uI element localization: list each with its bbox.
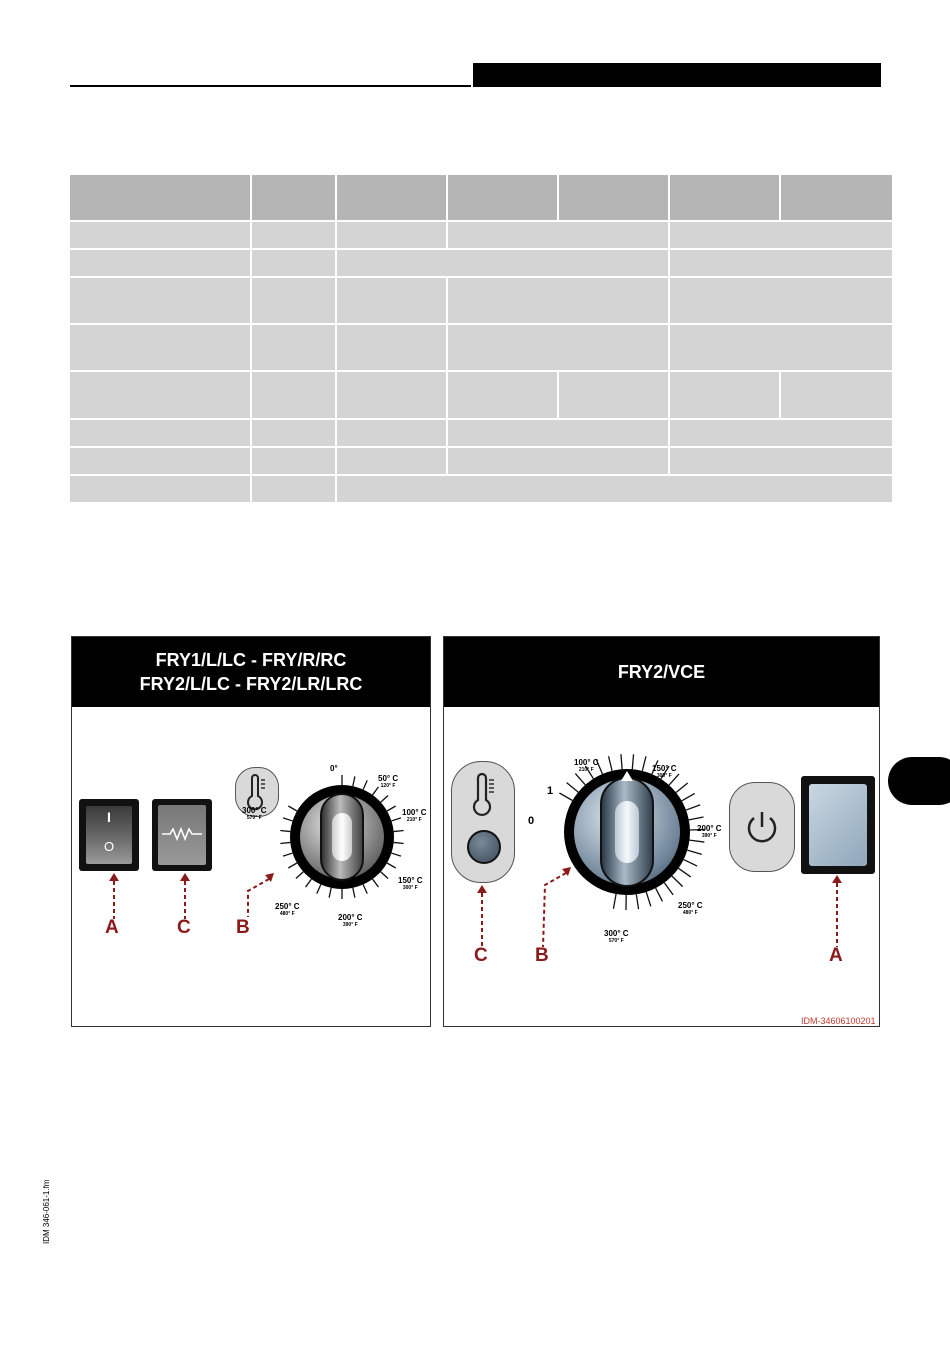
dial-tick <box>381 872 388 879</box>
dial-tick <box>559 793 572 801</box>
dial-tick <box>394 831 404 832</box>
table-cell <box>70 420 250 446</box>
table-cell <box>448 420 668 446</box>
dial-tick <box>642 756 646 771</box>
table-cell <box>337 222 446 248</box>
callout-label-c: C <box>474 945 488 966</box>
table-cell <box>670 372 779 418</box>
panel-title-line1: FRY1/L/LC - FRY/R/RC <box>155 650 347 670</box>
table-cell <box>670 250 892 276</box>
control-panel-right <box>443 636 880 1027</box>
dial-tick <box>686 805 700 810</box>
table-cell <box>337 372 446 418</box>
heating-indicator-lamp <box>467 830 501 864</box>
dial-tick <box>689 840 704 842</box>
panel-title-left <box>72 637 430 707</box>
dial-tick <box>621 754 622 769</box>
dial-tick <box>678 868 690 877</box>
power-button[interactable] <box>729 782 795 872</box>
dial-tick <box>280 842 290 843</box>
dial-tick <box>353 776 355 786</box>
power-switch[interactable] <box>79 799 139 871</box>
dial-tick <box>329 888 331 898</box>
panel-title-right <box>444 637 879 707</box>
table-cell <box>559 372 668 418</box>
dial-tick <box>687 850 701 854</box>
dial-label-150: 150° C 300° F <box>652 764 677 779</box>
dial-tick <box>391 853 401 856</box>
dial-tick <box>613 894 616 909</box>
table-cell <box>70 250 250 276</box>
dial-tick <box>632 754 633 769</box>
spec-table <box>70 175 880 500</box>
thermometer-lamp-housing <box>451 761 515 883</box>
dial-tick <box>288 863 297 868</box>
dial-tick <box>609 756 613 771</box>
dial-tick <box>296 872 303 879</box>
section-tab-marker <box>888 757 950 805</box>
table-cell <box>670 448 892 474</box>
table-header-cell <box>252 175 335 220</box>
table-header-cell <box>670 175 779 220</box>
table-cell <box>337 278 446 323</box>
dial-tick <box>682 793 695 800</box>
dial-label-0: 0° <box>330 764 338 773</box>
dial-tick <box>656 888 663 901</box>
control-panel-left <box>71 636 431 1027</box>
dial-tick <box>567 783 579 792</box>
table-cell <box>670 278 892 323</box>
table-cell <box>252 250 335 276</box>
table-cell <box>70 222 250 248</box>
header-title-bar <box>473 63 881 87</box>
table-cell <box>252 476 335 502</box>
thermometer-icon <box>472 774 496 818</box>
dial-label-300: 300° C 570° F <box>604 929 629 944</box>
image-code: IDM-34606100201 <box>801 1016 876 1026</box>
dial-tick <box>280 831 290 832</box>
callout-label-b: B <box>535 945 549 966</box>
table-cell <box>252 372 335 418</box>
dial-tick <box>676 783 688 792</box>
callout-arrow-b <box>240 871 276 917</box>
table-cell <box>70 372 250 418</box>
dial-tick <box>394 842 404 843</box>
table-cell <box>670 222 892 248</box>
dial-tick <box>373 879 379 887</box>
dial-tick <box>306 879 312 887</box>
callout-arrow-c <box>179 873 191 919</box>
resistor-icon <box>162 827 202 841</box>
thermostat-knob[interactable] <box>552 757 702 907</box>
table-cell <box>252 325 335 370</box>
table-header-cell <box>70 175 250 220</box>
dial-number-zero: 0 <box>528 815 535 827</box>
dial-label-300: 300° C 570° F <box>242 806 267 821</box>
dial-tick <box>391 818 401 821</box>
table-cell <box>337 250 668 276</box>
panel-title-line2: FRY2/L/LC - FRY2/LR/LRC <box>139 674 363 694</box>
dial-tick <box>288 806 297 811</box>
table-cell <box>448 448 668 474</box>
dial-label-50: 50° C 120° F <box>378 774 399 789</box>
table-cell <box>252 222 335 248</box>
dial-label-250: 250° C 480° F <box>678 901 703 916</box>
dial-label-100: 100° C 210° F <box>574 758 599 773</box>
table-header-cell <box>781 175 892 220</box>
dial-tick <box>664 883 673 895</box>
dial-tick <box>381 796 388 803</box>
dial-tick <box>363 885 367 894</box>
table-cell <box>337 325 446 370</box>
table-cell <box>781 372 892 418</box>
dial-tick <box>363 780 367 789</box>
table-header-cell <box>559 175 668 220</box>
table-cell <box>448 278 668 323</box>
dial-tick <box>646 892 651 906</box>
dial-label-100: 100° C 210° F <box>402 808 427 823</box>
callout-label-a: A <box>829 945 843 966</box>
header-rule <box>70 85 471 87</box>
switch-off-symbol: O <box>103 839 115 854</box>
table-cell <box>337 448 446 474</box>
dial-label-150: 150° C 300° F <box>398 876 423 891</box>
dial-tick <box>387 806 396 811</box>
table-header-cell <box>448 175 557 220</box>
table-header-cell <box>337 175 446 220</box>
table-cell <box>252 420 335 446</box>
dial-tick <box>575 774 585 785</box>
footer-file-ref: IDM 346-061-1.fm <box>42 1179 51 1244</box>
dial-tick <box>672 876 683 887</box>
dial-tick <box>283 853 293 856</box>
dial-label-200: 200° C 390° F <box>338 913 363 928</box>
panel-title: FRY2/VCE <box>617 662 706 682</box>
table-cell <box>448 222 668 248</box>
table-cell <box>337 420 446 446</box>
dial-label-200: 200° C 390° F <box>697 824 722 839</box>
dial-tick <box>636 894 638 909</box>
dial-number-one: 1 <box>547 785 554 797</box>
dial-label-250: 250° C 480° F <box>275 902 300 917</box>
table-cell <box>252 448 335 474</box>
callout-arrow-b <box>537 865 573 947</box>
heating-indicator-lamp <box>152 799 212 871</box>
callout-arrow-a <box>108 873 120 919</box>
dial-tick <box>684 860 697 867</box>
dial-tick <box>283 818 293 821</box>
table-cell <box>448 325 668 370</box>
table-cell <box>70 278 250 323</box>
table-cell <box>70 325 250 370</box>
table-cell <box>252 278 335 323</box>
dial-tick <box>387 863 396 868</box>
table-cell <box>70 476 250 502</box>
switch-on-symbol: I <box>107 809 111 825</box>
thermostat-knob[interactable] <box>282 774 402 897</box>
table-cell <box>337 476 892 502</box>
table-cell <box>670 325 892 370</box>
table-cell <box>70 448 250 474</box>
dial-tick <box>689 817 704 820</box>
callout-label-c: C <box>177 917 191 938</box>
dial-tick <box>317 885 321 894</box>
power-icon <box>744 809 780 845</box>
callout-label-b: B <box>236 917 250 938</box>
callout-arrow-c <box>476 885 488 947</box>
table-cell <box>448 372 557 418</box>
callout-arrow-a <box>831 875 843 947</box>
main-switch[interactable] <box>801 776 875 874</box>
thermometer-icon <box>247 774 267 810</box>
table-cell <box>670 420 892 446</box>
dial-tick <box>353 888 355 898</box>
callout-label-a: A <box>105 917 119 938</box>
pointer-triangle-icon <box>621 771 633 781</box>
